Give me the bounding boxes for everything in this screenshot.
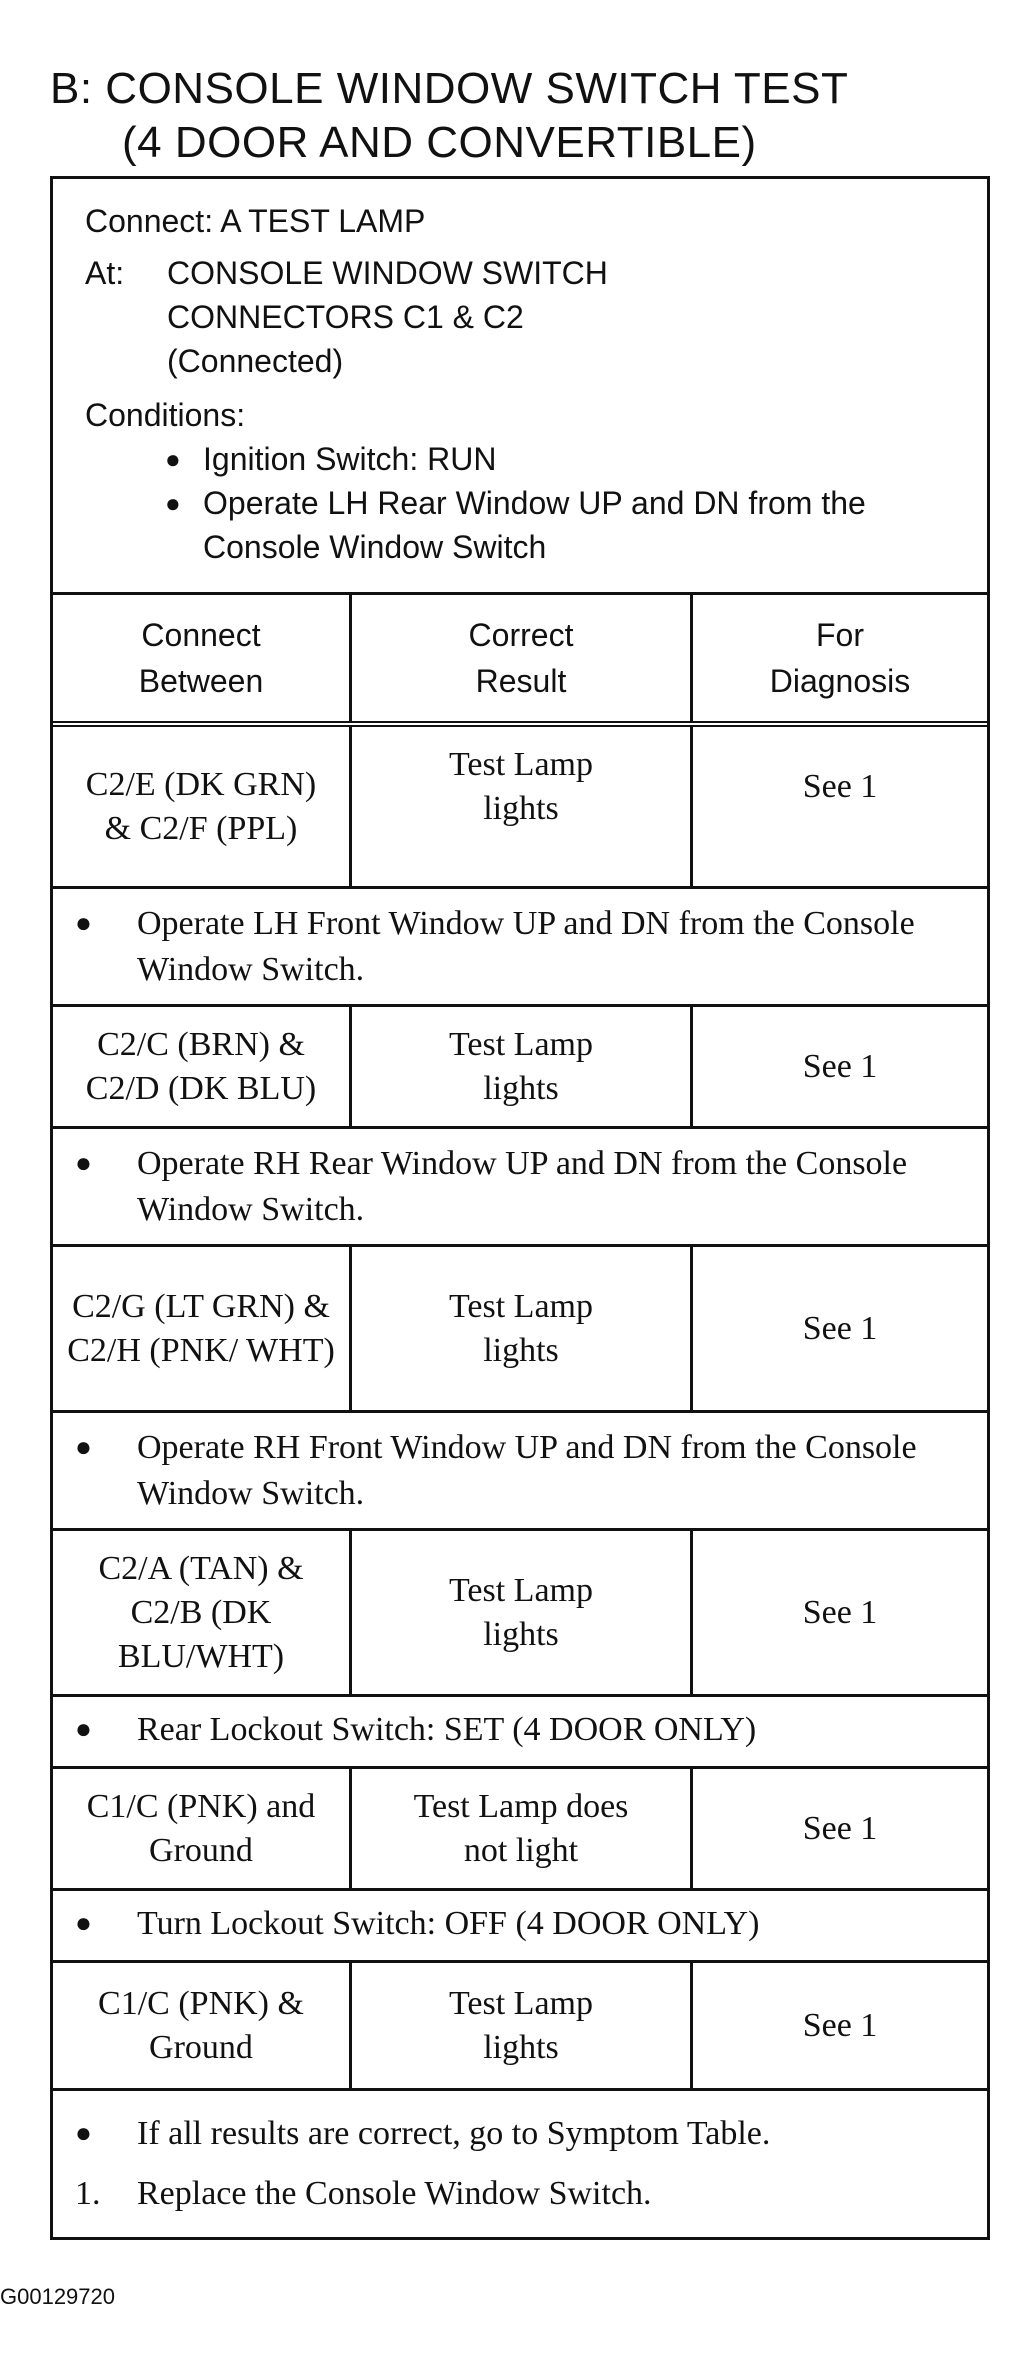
at-instruction [85,251,959,383]
correct-result-cell: Test Lamp lights [352,1963,693,2088]
operation-row [53,1413,987,1531]
correct-result-cell: Test Lamp lights [352,1531,693,1694]
table-row [53,1963,987,2091]
condition-text: Ignition Switch: RUN [203,441,497,477]
connect-between-cell: C2/G (LT GRN) & C2/H (PNK/ WHT) [53,1247,352,1410]
title-line-2: (4 DOOR AND CONVERTIBLE) [122,118,757,167]
column-header-result: Correct Result [352,595,693,721]
bullet-icon: ● [75,1148,92,1179]
at-line: CONNECTORS C1 & C2 [167,299,524,335]
operation-row [53,1891,987,1963]
condition-text: Operate LH Rear Window UP and DN from the Console Window Switch [203,485,866,565]
correct-result-cell: Test Lamp lights [352,1247,693,1410]
table-row [53,1769,987,1891]
bullet-icon: ● [75,1714,92,1745]
condition-item [85,481,959,569]
correct-result-cell: Test Lamp does not light [352,1769,693,1888]
operation-row [53,1129,987,1247]
page-title [50,62,1010,170]
bullet-icon: ● [75,1432,92,1463]
table-row [53,727,987,889]
diagnosis-cell: See 1 [802,1809,878,1847]
column-header-connect: Connect Between [53,595,352,721]
footer-bullet-text: If all results are correct, go to Symptom Table. [137,2115,771,2152]
at-label: At: [85,255,125,291]
bullet-icon: ● [75,1908,92,1939]
correct-result-cell: Test Lamp lights [352,1007,693,1126]
column-header-diagnosis: For Diagnosis [769,617,911,699]
diagnosis-cell: See 1 [802,2006,878,2044]
bullet-icon: ● [75,908,92,939]
bullet-icon: ● [165,444,181,474]
condition-item [85,437,959,481]
operation-row [53,889,987,1007]
operation-text: Turn Lockout Switch: OFF (4 DOOR ONLY) [137,1905,760,1942]
at-line: CONSOLE WINDOW SWITCH [167,255,608,291]
bullet-icon: ● [165,488,181,518]
operation-text: Operate RH Rear Window UP and DN from the Console Window Switch. [137,1145,908,1228]
conditions-label: Conditions: [85,397,246,433]
footer-numbered-text: Replace the Console Window Switch. [137,2175,652,2212]
connect-between-cell: C1/C (PNK) and Ground [53,1769,352,1888]
footer-notes [53,2091,987,2237]
at-value [167,251,959,383]
table-row [53,1007,987,1129]
connect-instruction: Connect: A TEST LAMP [85,203,426,239]
bullet-icon: ● [75,2118,92,2149]
at-line: (Connected) [167,343,344,379]
connect-between-cell: C2/A (TAN) & C2/B (DK BLU/WHT) [53,1531,352,1694]
correct-result-cell: Test Lamp lights [352,727,693,886]
column-headers [53,595,987,727]
figure-code: G00129720 [0,2284,115,2309]
footer-numbered [75,2171,967,2217]
title-line-1: B: CONSOLE WINDOW SWITCH TEST [50,64,849,113]
operation-text: Operate LH Front Window UP and DN from the Console Window Switch. [137,905,915,988]
connect-between-cell: C2/E (DK GRN) & C2/F (PPL) [53,727,352,886]
diagnosis-cell: See 1 [802,1593,878,1631]
table-row [53,1247,987,1413]
diagnosis-cell: See 1 [802,1309,878,1347]
test-table [50,176,990,2240]
table-row [53,1531,987,1697]
footer-number: 1. [75,2175,101,2212]
footer-bullet [75,2111,967,2157]
diagnosis-cell: See 1 [802,768,878,805]
setup-box [53,179,987,595]
diagnosis-cell: See 1 [802,1047,878,1085]
operation-row [53,1697,987,1769]
connect-between-cell: C1/C (PNK) & Ground [53,1963,352,2088]
operation-text: Rear Lockout Switch: SET (4 DOOR ONLY) [137,1711,757,1748]
operation-text: Operate RH Front Window UP and DN from the Console Window Switch. [137,1429,917,1512]
connect-between-cell: C2/C (BRN) & C2/D (DK BLU) [53,1007,352,1126]
